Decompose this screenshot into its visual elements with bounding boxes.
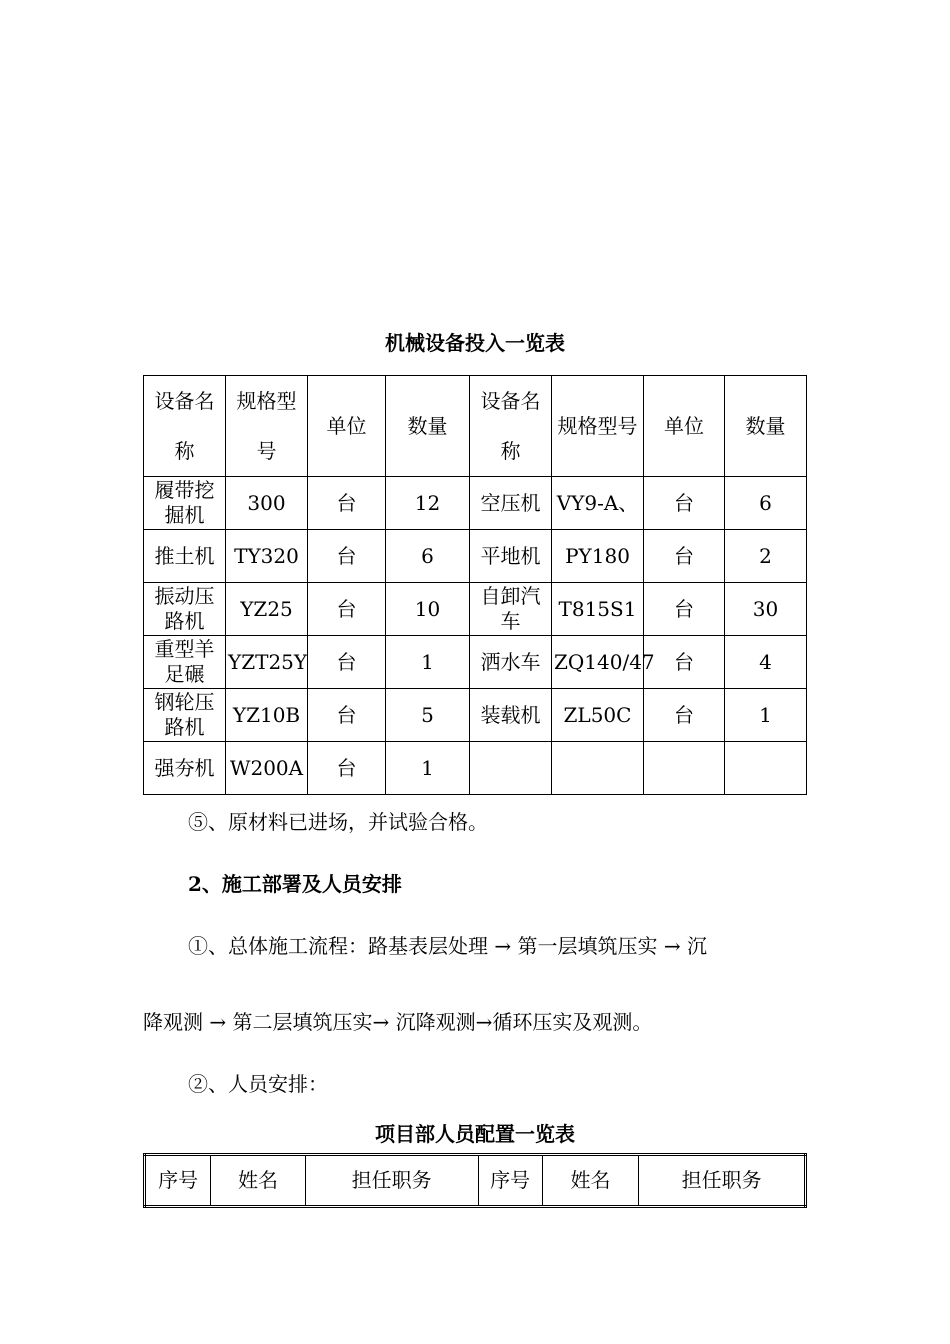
table-cell: 台 <box>644 636 725 689</box>
header-cell: 规格型号 <box>226 376 308 477</box>
table-cell: 5 <box>386 689 470 742</box>
table-cell: 台 <box>308 689 386 742</box>
table-cell: ZL50C <box>552 689 644 742</box>
table-row <box>144 689 807 742</box>
table-cell: YZ25 <box>226 583 308 636</box>
paragraph-process-line1: ①、总体施工流程：路基表层处理 → 第一层填筑压实 → 沉 <box>188 934 707 958</box>
table-cell: 台 <box>644 689 725 742</box>
table-cell: 300 <box>226 477 308 530</box>
paragraph-staff: ②、人员安排： <box>188 1072 328 1096</box>
table-cell: 6 <box>725 477 807 530</box>
table-cell: 10 <box>386 583 470 636</box>
table-cell: 平地机 <box>470 530 552 583</box>
table-cell: 2 <box>725 530 807 583</box>
table-cell: 履带挖掘机 <box>144 477 226 530</box>
table-cell: 空压机 <box>470 477 552 530</box>
table-cell: YZT25Y <box>226 636 308 689</box>
table-cell: 台 <box>308 477 386 530</box>
header-cell: 序号 <box>145 1155 211 1207</box>
table-cell <box>552 742 644 795</box>
staff-header-row <box>145 1155 806 1207</box>
table-cell: 1 <box>386 636 470 689</box>
header-cell: 序号 <box>478 1155 542 1207</box>
header-cell: 设备名称 <box>470 376 552 477</box>
section-heading: 2、施工部署及人员安排 <box>188 872 402 896</box>
table-cell: W200A <box>226 742 308 795</box>
table-cell: 1 <box>386 742 470 795</box>
table-row <box>144 742 807 795</box>
table-cell: PY180 <box>552 530 644 583</box>
table-row <box>144 477 807 530</box>
equipment-table-title: 机械设备投入一览表 <box>385 331 565 355</box>
table-cell: 台 <box>308 636 386 689</box>
table-row <box>144 530 807 583</box>
table-cell: 4 <box>725 636 807 689</box>
staff-table <box>143 1153 807 1208</box>
table-cell: 台 <box>308 530 386 583</box>
table-cell: 装载机 <box>470 689 552 742</box>
paragraph-process-line2: 降观测 → 第二层填筑压实→ 沉降观测→循环压实及观测。 <box>143 1010 653 1034</box>
table-cell: VY9-A、 <box>552 477 644 530</box>
header-cell: 规格型号 <box>552 376 644 477</box>
header-cell: 担任职务 <box>305 1155 478 1207</box>
table-cell: TY320 <box>226 530 308 583</box>
header-cell: 担任职务 <box>639 1155 806 1207</box>
table-row <box>144 583 807 636</box>
staff-table-title: 项目部人员配置一览表 <box>375 1122 575 1146</box>
table-cell: 洒水车 <box>470 636 552 689</box>
table-cell: 台 <box>308 742 386 795</box>
table-cell: 振动压路机 <box>144 583 226 636</box>
table-cell: 台 <box>644 583 725 636</box>
table-cell <box>725 742 807 795</box>
equipment-header-row <box>144 376 807 477</box>
table-cell: 自卸汽车 <box>470 583 552 636</box>
table-cell: ZQ140/47 <box>552 636 644 689</box>
table-row <box>144 636 807 689</box>
header-cell: 单位 <box>308 376 386 477</box>
table-cell: T815S1 <box>552 583 644 636</box>
header-cell: 数量 <box>725 376 807 477</box>
header-cell: 单位 <box>644 376 725 477</box>
header-cell: 数量 <box>386 376 470 477</box>
header-cell: 姓名 <box>542 1155 638 1207</box>
table-cell: 30 <box>725 583 807 636</box>
table-cell: 台 <box>644 530 725 583</box>
table-cell: 6 <box>386 530 470 583</box>
table-cell: 12 <box>386 477 470 530</box>
header-cell: 姓名 <box>211 1155 305 1207</box>
paragraph-materials: ⑤、原材料已进场，并试验合格。 <box>188 810 488 834</box>
table-cell: 台 <box>308 583 386 636</box>
header-cell: 设备名称 <box>144 376 226 477</box>
table-cell: 台 <box>644 477 725 530</box>
table-cell <box>470 742 552 795</box>
table-cell: 强夯机 <box>144 742 226 795</box>
table-cell: 钢轮压路机 <box>144 689 226 742</box>
table-cell: 推土机 <box>144 530 226 583</box>
equipment-table <box>143 375 807 795</box>
table-cell: 重型羊足碾 <box>144 636 226 689</box>
table-cell <box>644 742 725 795</box>
table-cell: YZ10B <box>226 689 308 742</box>
table-cell: 1 <box>725 689 807 742</box>
